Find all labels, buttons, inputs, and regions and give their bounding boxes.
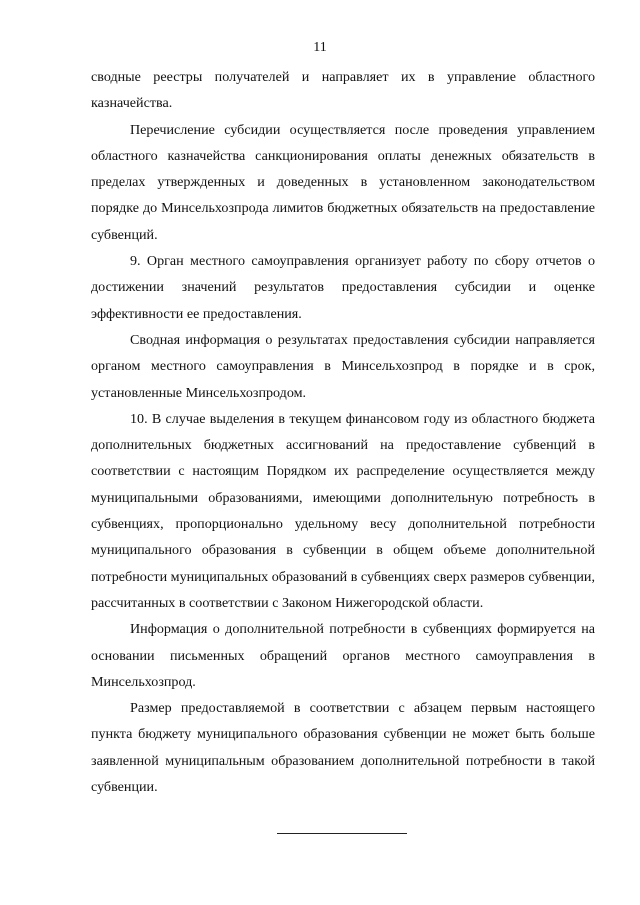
paragraph-summary-info: Сводная информация о результатах предоставления субсидии направляется органом местного самоуправления в Минсельхозпрод в порядке и в срок, установленные Минсельхозпродом. <box>91 331 595 401</box>
paragraph-subvention-size: Размер предоставляемой в соответствии с абзацем первым настоящего пункта бюджету муниципального образования субвенции не может быть больше заявленной муниципальным образованием дополнительной потребности в такой субвенции. <box>91 700 595 796</box>
paragraph-item-10: 10. В случае выделения в текущем финансовом году из областного бюджета дополнительных бюджетных ассигнований на предоставление субвенций в соответствии с настоящим Порядком их распределение осуществляется между муниципальными образованиями, имеющими дополнительную потребность в субвенциях, пропорционально удельному весу дополнительной потребности муниципального образования в субвенции в общем объеме дополнительной потребности муниципальных образований в субвенциях сверх размеров субвенции, рассчитанных в соответствии с Законом Нижегородской области. <box>91 410 595 611</box>
paragraph-item-9: 9. Орган местного самоуправления организует работу по сбору отчетов о достижении значений результатов предоставления субсидии и оценке эффективности ее предоставления. <box>91 253 595 322</box>
document-body <box>91 64 595 800</box>
paragraph-continuation: сводные реестры получателей и направляет их в управление областного казначейства. <box>91 69 595 112</box>
end-divider-line <box>277 833 407 834</box>
paragraph-additional-need-info: Информация о дополнительной потребности в субвенциях формируется на основании письменных обращений органов местного самоуправления в Минсельхозпрод. <box>91 621 595 690</box>
paragraph-subsidy-transfer: Перечисление субсидии осуществляется после проведения управлением областного казначейства санкционирования оплаты денежных обязательств в пределах утвержденных и доведенных в установленном законодательством порядке до Минсельхозпрода лимитов бюджетных обязательств на предоставление субвенций. <box>91 121 595 243</box>
page-number: 11 <box>313 40 327 55</box>
